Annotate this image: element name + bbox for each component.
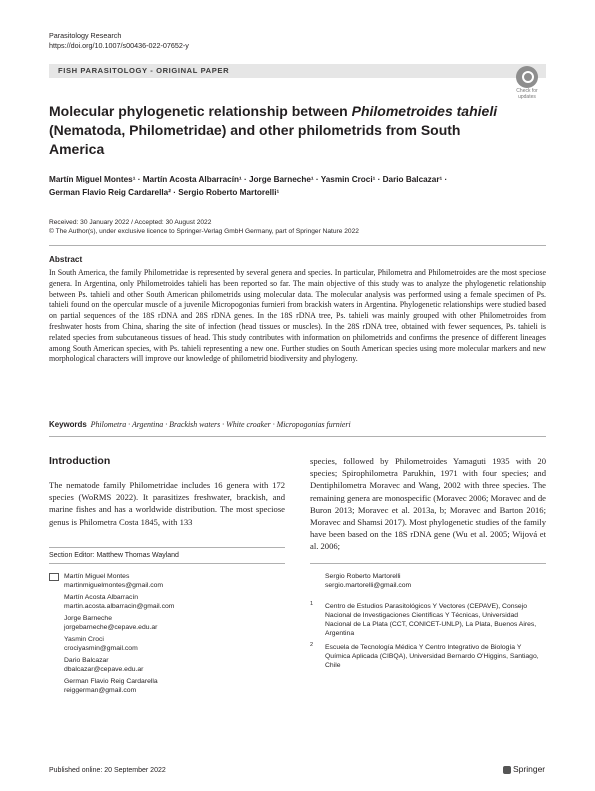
title-italic: Philometroides tahieli — [351, 103, 498, 119]
publisher-name: Springer — [513, 764, 546, 774]
abstract-heading: Abstract — [49, 255, 83, 264]
authors-line2: German Flavio Reig Cardarella² · Sergio Roberto Martorelli¹ — [49, 188, 280, 197]
contact-item — [49, 635, 285, 653]
check-for-updates-badge[interactable] — [513, 66, 541, 106]
contact-name: Sergio Roberto Martorelli — [325, 573, 401, 580]
contact-name: Yasmin Croci — [64, 636, 104, 643]
contact-email[interactable]: crociyasmin@gmail.com — [64, 645, 138, 652]
badge-line1: Check for — [516, 88, 538, 94]
paper-title — [49, 102, 519, 159]
contact-name: German Flavio Reig Cardarella — [64, 678, 158, 685]
contact-item — [310, 572, 546, 590]
intro-col2: species, followed by Philometroides Yamaguti 1935 with 20 species; Spirophilometra Parukhin, 1971 with four species; and Dentiphilometra Moravec and Wang, 2002 with three species. The remaining genera are monospecific (Moravec 2006; Moravec and de Buron 2013; Moravec et al. 2013a, b; Moravec and Barton 2016; Moravec and Shamsi 2017). Most phylogenetic studies of the family have been based on the 18S rDNA gene (Wu et al. 2005; Wijová et al. 2006; — [310, 456, 546, 552]
check-updates-icon — [516, 66, 538, 88]
journal-header — [49, 31, 189, 51]
contact-name: Dario Balcazar — [64, 657, 109, 664]
title-part1: Molecular phylogenetic relationship between — [49, 103, 352, 119]
contact-email[interactable]: martin.acosta.albarracin@gmail.com — [64, 603, 175, 610]
divider — [310, 563, 546, 564]
contact-item — [49, 656, 285, 674]
publisher-logo — [503, 764, 545, 774]
affiliation-number: 2 — [310, 642, 314, 648]
envelope-icon — [49, 573, 59, 581]
contact-item — [49, 677, 285, 695]
contact-email[interactable]: martinmiguelmontes@gmail.com — [64, 582, 164, 589]
keywords-text: Philometra · Argentina · Brackish waters · White croaker · Micropogonias furnieri — [90, 420, 351, 429]
copyright: © The Author(s), under exclusive licence to Springer-Verlag GmbH Germany, part of Springer Nature 2022 — [49, 228, 359, 235]
title-part2: (Nematoda, Philometridae) and other philometrids from South America — [49, 122, 461, 157]
section-editor: Section Editor: Matthew Thomas Wayland — [49, 552, 179, 559]
contact-list — [49, 572, 285, 698]
affiliation-2 — [310, 643, 546, 670]
contact-item — [49, 614, 285, 632]
contact-item — [49, 593, 285, 611]
authors-line1: Martín Miguel Montes¹ · Martín Acosta Albarracín¹ · Jorge Barneche¹ · Yasmin Croci¹ · Dario Balcazar¹ · — [49, 175, 448, 184]
contact-name: Jorge Barneche — [64, 615, 112, 622]
contact-email[interactable]: sergio.martorelli@gmail.com — [325, 582, 412, 589]
intro-heading: Introduction — [49, 455, 111, 467]
keywords — [49, 420, 546, 430]
intro-col1: The nematode family Philometridae includes 16 genera with 172 species (WoRMS 2022). It parasitizes freshwater, brackish, and marine fishes and has a worldwide distribution. The most speciose genus is Philometra Costa 1845, with 133 — [49, 480, 285, 527]
affiliation-text: Centro de Estudios Parasitológicos Y Vectores (CEPAVE), Consejo Nacional de Investigaciones Científicas Y Técnicas, Universidad Nacional de La Plata (CCT, CONICET-UNLP), La Plata, Buenos Aires, Argentina — [325, 603, 537, 637]
affiliation-1 — [310, 602, 546, 638]
journal-name: Parasitology Research — [49, 31, 122, 40]
author-list — [49, 173, 549, 199]
contact-email[interactable]: jorgebarneche@cepave.edu.ar — [64, 624, 158, 631]
affiliation-number: 1 — [310, 601, 314, 607]
divider — [49, 436, 546, 437]
divider — [49, 245, 546, 246]
springer-horse-icon — [503, 766, 511, 774]
published-online: Published online: 20 September 2022 — [49, 767, 166, 774]
dates-block — [49, 218, 359, 236]
divider — [49, 547, 285, 548]
contact-email[interactable]: dbalcazar@cepave.edu.ar — [64, 666, 144, 673]
contact-list-right — [310, 572, 546, 675]
section-label: FISH PARASITOLOGY - ORIGINAL PAPER — [58, 66, 230, 75]
contact-name: Martín Miguel Montes — [64, 573, 130, 580]
section-band — [49, 64, 546, 78]
contact-email[interactable]: reiggerman@gmail.com — [64, 687, 137, 694]
received-accepted: Received: 30 January 2022 / Accepted: 30 August 2022 — [49, 219, 212, 226]
doi-link[interactable]: https://doi.org/10.1007/s00436-022-07652-y — [49, 41, 189, 50]
divider — [49, 563, 285, 564]
affiliation-text: Escuela de Tecnología Médica Y Centro Integrativo de Biología Y Química Aplicada (CIBQA), Universidad Bernardo O'Higgins, Santiago, Chile — [325, 644, 539, 669]
contact-name: Martín Acosta Albarracín — [64, 594, 139, 601]
abstract-text: In South America, the family Philometridae is represented by several genera and species. In particular, Philometra and Philometroides are the most speciose genera. In Argentina, only Philometroides tahieli has been reported so far. The main objective of this study was to analyze the phylogenetic relationship between Ps. tahieli and other South American philometrids using molecular data. The molecular analysis was performed using a female specimen of Ps. tahieli found on the opercular muscle of a juvenile Micropogonias furnieri from brackish waters in Argentina. Phylogenetic relationships were studied based on partial sequences of the 18S rDNA and 28S rDNA genes. In the 18S rDNA tree, Ps. tahieli was mainly grouped with other Philometroides from freshwater hosts from China, sharing the site of infection (head tissues or muscles). In the 28S rDNA tree, obtained with fewer sequences, Ps. tahieli is related species from subcutaneous tissues of head. This study contributes with information on philometrids and confirms the presence of different lineages among South American species, with Ps. tahieli representing a new one. Further studies on South American species using more molecular markers and new morphological characters will improve our knowledge of philometrid biodiversity and phylogeny. — [49, 268, 546, 364]
badge-line2: updates — [518, 94, 536, 100]
contact-item — [49, 572, 285, 590]
keywords-label: Keywords — [49, 420, 87, 429]
